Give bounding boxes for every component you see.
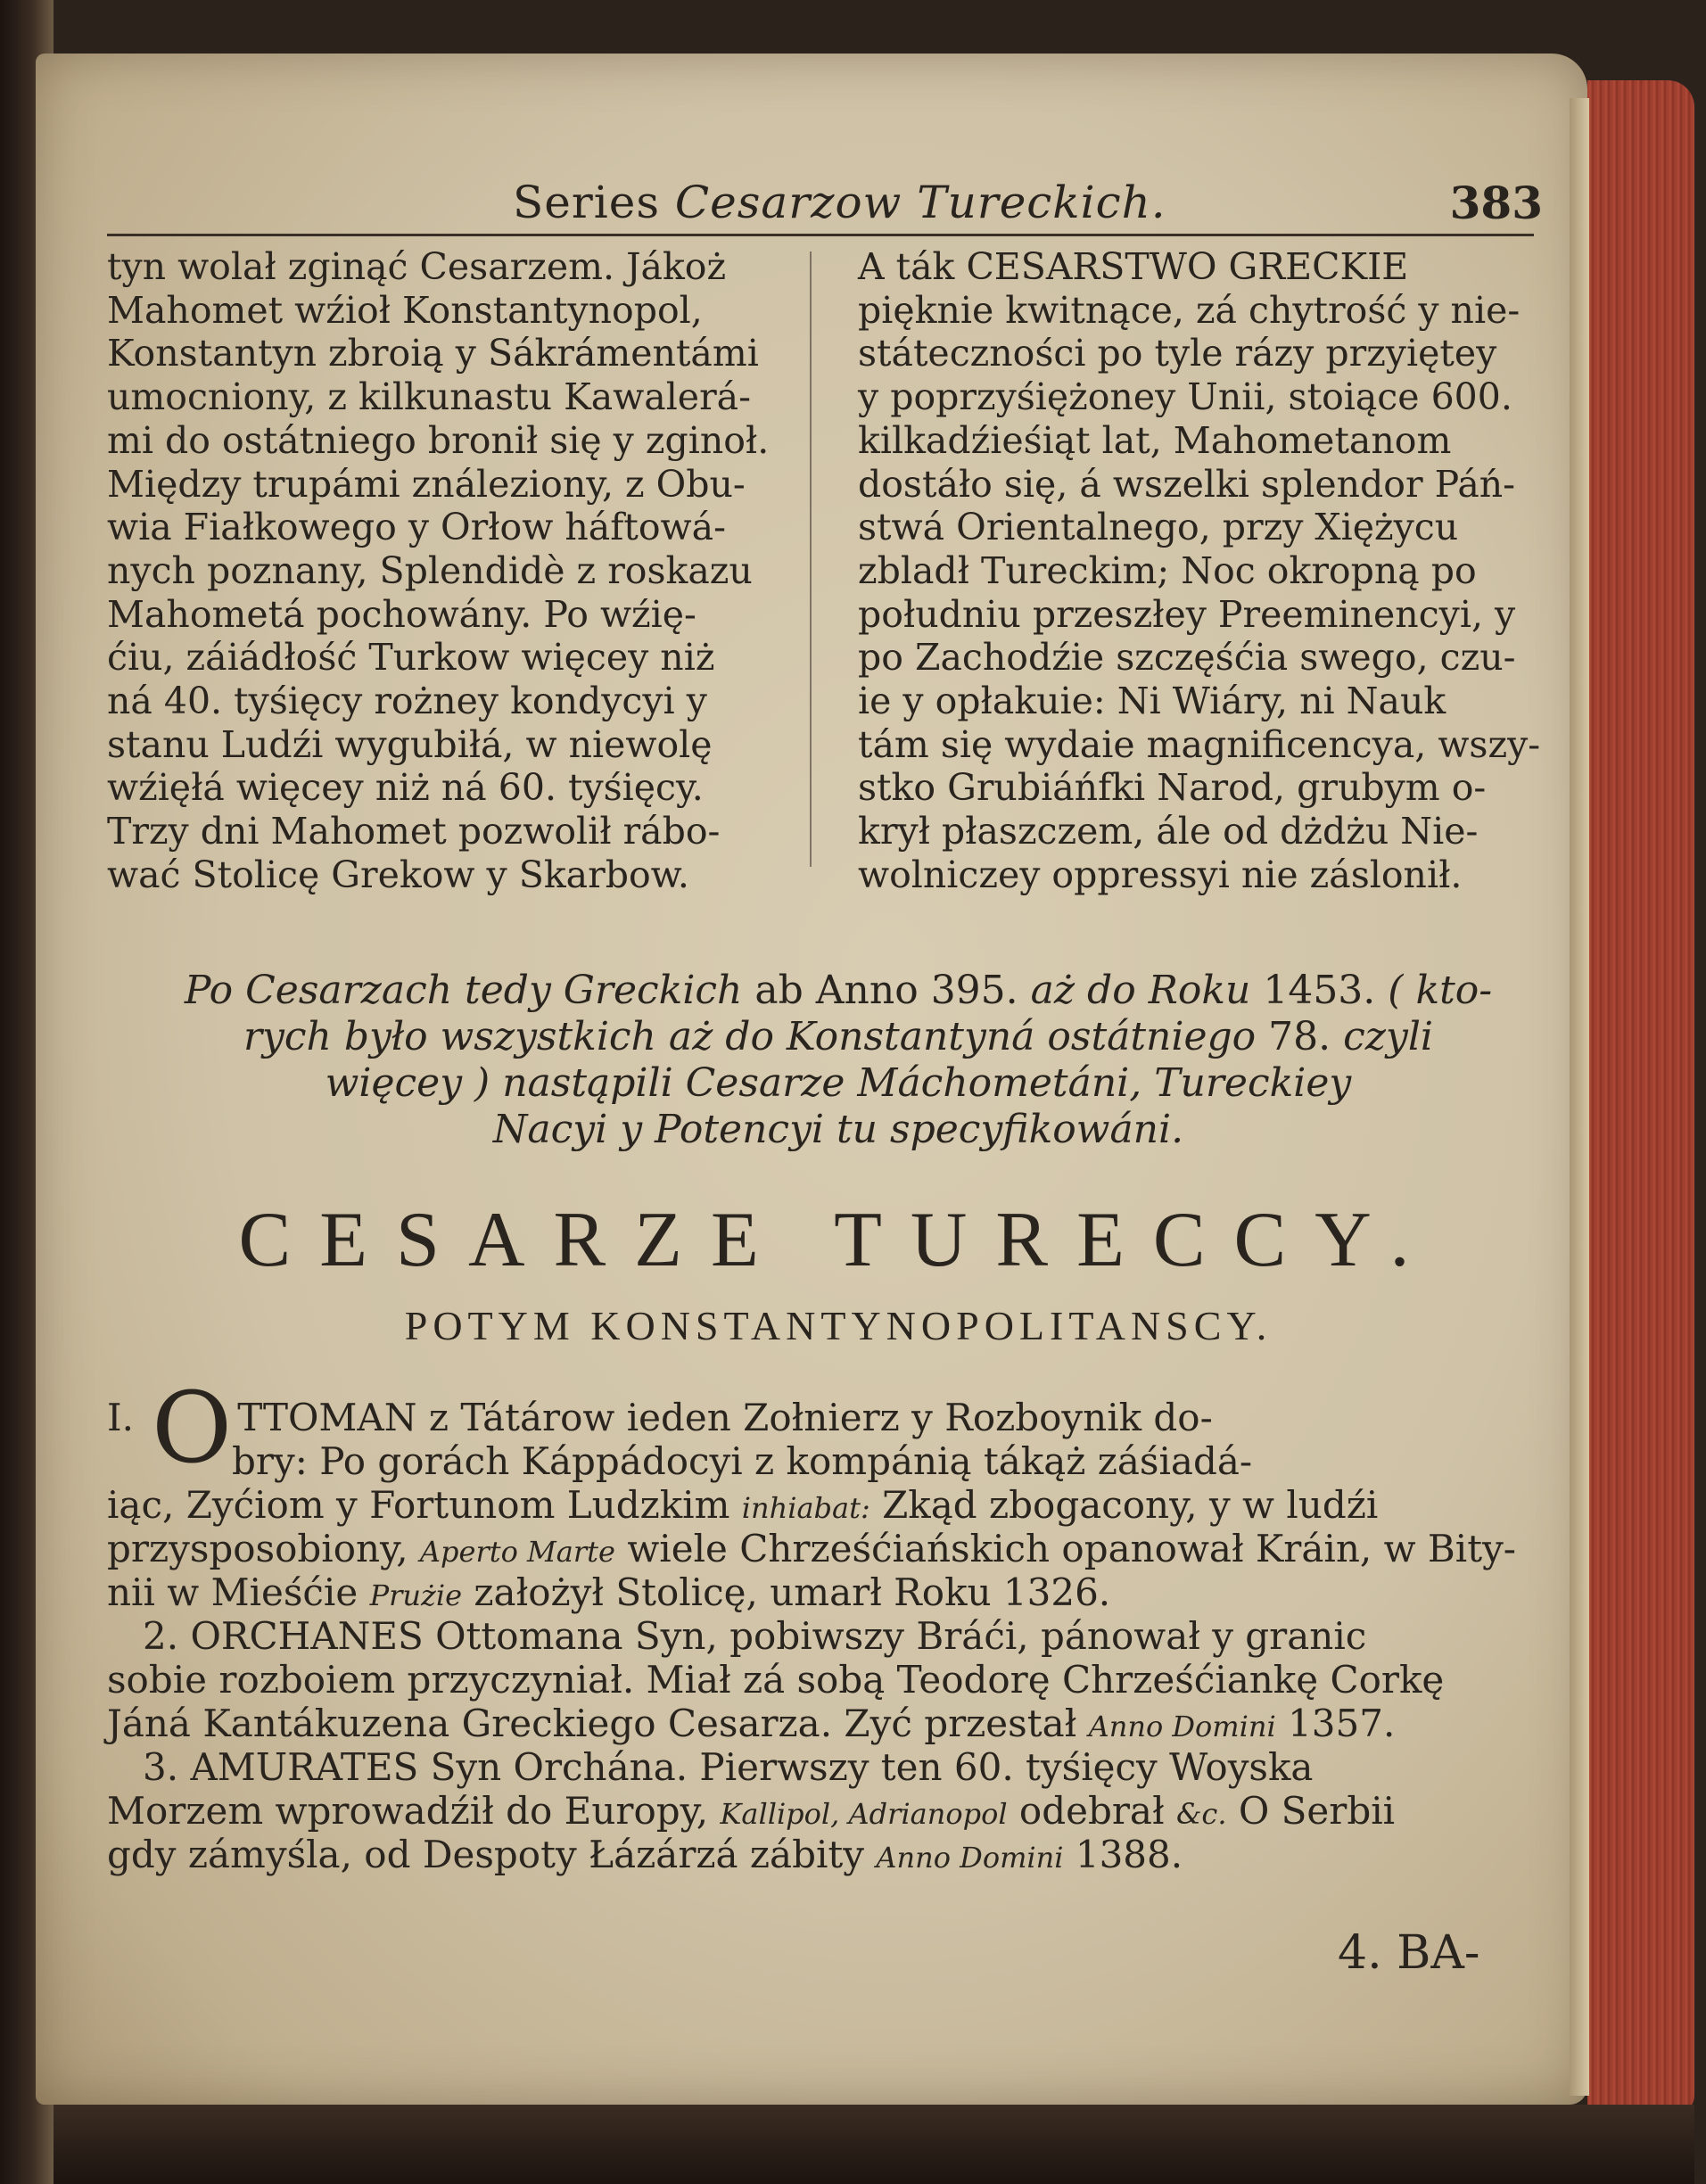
right-column-line: pięknie kwitnące, zá chytrość y nie- (858, 288, 1521, 332)
entry-3-line-1 (107, 1745, 1534, 1789)
right-column-line: státeczności po tyle rázy przyiętey (858, 332, 1497, 375)
bottom-shadow (54, 2105, 1694, 2184)
transition-paragraph (107, 968, 1570, 1153)
left-column-line: Konstantyn zbroią y Sákrámentámi (107, 332, 759, 375)
entry-1-text-1: TTOMAN z Tátárow ieden Zołnierz y Rozboynik do- (237, 1396, 1213, 1439)
transition-1c: aż do Roku (1030, 968, 1251, 1013)
entry-1-text-3c: Zkąd zbogacony, y w ludźi (882, 1483, 1379, 1527)
entry-3-text-2d: &c. (1175, 1797, 1227, 1831)
transition-1b: ab Anno 395. (754, 968, 1018, 1013)
right-column-line: tám się wydaie magnificencya, wszy- (858, 722, 1541, 766)
chapter-subtitle: POTYM KONSTANTYNOPOLITANSCY. (404, 1303, 1273, 1348)
transition-line-2 (107, 1014, 1570, 1060)
entry-2-text-3a: Jáná Kantákuzena Greckiego Cesarza. Zyć przestał (107, 1702, 1077, 1745)
transition-line-3: więcey ) nastąpili Cesarze Máchometáni, Tureckiey (325, 1060, 1352, 1106)
entry-2-number: 2. (143, 1614, 179, 1658)
entry-2-line-2 (107, 1658, 1534, 1702)
header-rule (107, 234, 1534, 236)
entry-2-text-1: ORCHANES Ottomana Syn, pobiwszy Bráći, pánował y granic (190, 1614, 1367, 1658)
transition-2a: rych było wszystkich aż do Konstantyná ostátniego (243, 1014, 1257, 1059)
entry-3-text-3a: gdy zámyśla, od Despoty Łázárzá zábity (107, 1833, 865, 1876)
entry-1-text-4b: Aperto Marte (419, 1535, 615, 1569)
transition-2c: czyli (1343, 1014, 1433, 1059)
right-column-line: krył płaszczem, ále od dżdżu Nie- (858, 810, 1479, 853)
entry-1-line-3 (107, 1483, 1534, 1527)
entry-1-text-3b: inhiabat: (741, 1491, 870, 1525)
right-column (858, 245, 1541, 897)
entry-3-text-2c: odebrał (1018, 1789, 1165, 1833)
entry-1-text-2: bry: Po gorách Káppádocyi z kompánią tákąż záśiadá- (232, 1439, 1253, 1483)
entry-1-text-4a: przysposobiony, (107, 1527, 408, 1570)
left-column-line: tyn wolał zginąć Cesarzem. Jákoż (107, 245, 727, 288)
entry-2-text-3c: 1357. (1288, 1702, 1396, 1745)
running-header (107, 177, 1570, 239)
transition-1a: Po Cesarzach tedy Greckich (184, 968, 743, 1013)
right-column-line: dostáło się, á wszelki splendor Páń- (858, 462, 1516, 506)
right-column-line: A ták CESARSTWO GRECKIE (858, 245, 1409, 288)
left-column-line: Trzy dni Mahomet pozwolił rábo- (107, 810, 721, 853)
entry-1-text-3a: iąc, Zyćiom y Fortunom Ludzkim (107, 1483, 730, 1527)
left-column-line: stanu Ludźi wygubiłá, w niewolę (107, 722, 713, 766)
page-block-red-edge (1587, 80, 1694, 2114)
left-column-line: ćiu, záiádłość Turkow więcey niż (107, 636, 715, 680)
running-title-upright: Series (513, 177, 660, 228)
entry-1-line-4 (107, 1527, 1534, 1570)
transition-1e: ( kto- (1388, 968, 1493, 1013)
entry-3-text-2a: Morzem wprowadźił do Europy, (107, 1789, 709, 1833)
entry-3-text-2b: Kallipol, Adrianopol (720, 1797, 1008, 1831)
entry-2-line-3 (107, 1702, 1534, 1745)
entry-2-text-3b: Anno Domini (1088, 1710, 1276, 1743)
page-number: 383 (1449, 177, 1543, 229)
right-column-line: stwá Orientalnego, przy Xiężycu (858, 506, 1459, 549)
right-column-line: y poprzyśiężoney Unii, stoiące 600. (858, 375, 1512, 419)
entry-2-text-2: sobie rozboiem przyczyniał. Miał zá sobą Teodorę Chrześćiankę Corkę (107, 1658, 1445, 1702)
right-column-line: wolniczey oppressyi nie záslonił. (858, 853, 1463, 896)
right-column-line: południu przeszłey Preeminencyi, y (858, 592, 1516, 636)
left-column-line: umocniony, z kilkunastu Kawalerá- (107, 375, 751, 419)
chapter-title: CESARZE TURECCY. (238, 1197, 1438, 1283)
left-column-line: wia Fiałkowego y Orłow háftowá- (107, 506, 726, 549)
entry-3-text-3c: 1388. (1075, 1833, 1183, 1876)
right-column-line: zbladł Tureckim; Noc okropną po (858, 548, 1477, 592)
entry-3-text-2e: O Serbii (1238, 1789, 1396, 1833)
left-column-line: Między trupámi ználeziony, z Obu- (107, 462, 746, 506)
left-column-line: ná 40. tyśięcy rożney kondycyi y (107, 680, 707, 723)
catchword: 4. BA- (1338, 1926, 1480, 1980)
left-column-line: Mahomet wźioł Konstantynopol, (107, 288, 703, 332)
right-column-line: ie y opłakuie: Ni Wiáry, ni Nauk (858, 680, 1446, 723)
entry-1-line-2 (107, 1439, 1534, 1483)
entry-1-number: I. (107, 1396, 134, 1439)
entry-1-text-5a: nii w Mieśćie (107, 1570, 359, 1614)
right-column-line: po Zachodźie szczęśćia swego, czu- (858, 636, 1516, 680)
page-edge-stack (1570, 98, 1589, 2096)
left-column-line: Mahometá pochowány. Po wźię- (107, 592, 696, 636)
column-divider (810, 251, 812, 867)
entry-3-number: 3. (143, 1745, 179, 1789)
entry-1-text-5b: Prużie (369, 1578, 463, 1612)
drop-cap: O (152, 1371, 233, 1485)
right-column-line: kilkadźieśiąt lat, Mahometanom (858, 418, 1452, 462)
entry-1-text-5c: założył Stolicę, umarł Roku 1326. (474, 1570, 1111, 1614)
entry-3-text-1: AMURATES Syn Orchána. Pierwszy ten 60. tyśięcy Woyska (190, 1745, 1314, 1789)
entry-3-text-3b: Anno Domini (876, 1841, 1064, 1875)
transition-2b: 78. (1268, 1014, 1331, 1059)
transition-line-4: Nacyi y Potencyi tu specyfikowáni. (492, 1107, 1184, 1152)
entry-3-line-3 (107, 1833, 1534, 1876)
entries (107, 1371, 1534, 1876)
left-column-line: mi do ostátniego bronił się y zginoł. (107, 418, 770, 462)
running-title-italic: Cesarzow Tureckich. (674, 177, 1166, 228)
transition-line-1 (107, 968, 1570, 1014)
entry-3-line-2 (107, 1789, 1534, 1833)
left-column-line: nych poznany, Splendidè z roskazu (107, 548, 753, 592)
entry-1-line-5 (107, 1570, 1534, 1614)
transition-1d: 1453. (1263, 968, 1376, 1013)
left-column-line: wać Stolicę Grekow y Skarbow. (107, 853, 689, 896)
left-column (107, 245, 785, 897)
running-title (513, 177, 1166, 228)
left-column-line: wźięłá więcey niż ná 60. tyśięcy. (107, 766, 704, 810)
right-column-line: stko Grubiáńfki Narod, grubym o- (858, 766, 1487, 810)
entry-2-line-1 (107, 1614, 1534, 1658)
entry-1-text-4c: wiele Chrześćiańskich opanował Kráin, w Bity- (627, 1527, 1516, 1570)
